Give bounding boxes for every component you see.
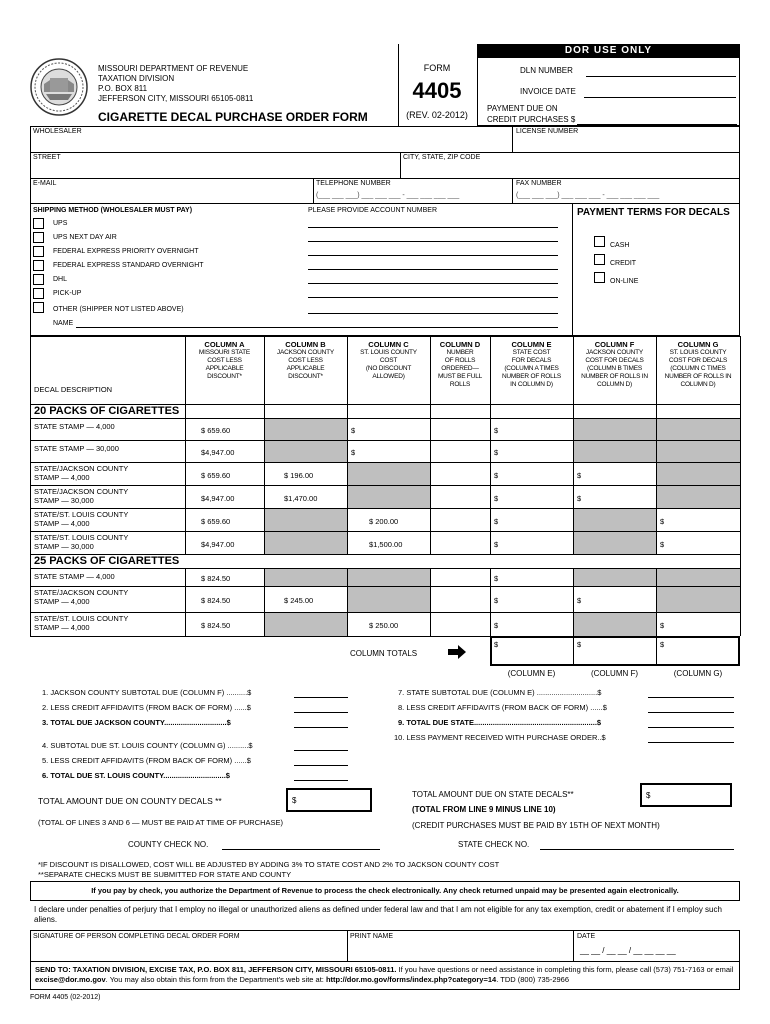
tdd-text: . TDD (800) 735-2966 [496,975,570,984]
wholesaler-label: WHOLESALER [33,128,82,135]
table-rule [573,568,574,636]
arrow-right-icon [448,645,466,664]
summary-line-10: 10. LESS PAYMENT RECEIVED WITH PURCHASE ORDER..$ [394,733,606,742]
disabled-cell [657,441,740,462]
table-rule [430,418,431,554]
column-c-value: $ 200.00 [369,517,399,526]
row-description-line: STAMP — 30,000 [34,542,94,551]
summary-line-9: 9. TOTAL DUE STATE...........................................................$ [398,718,602,727]
shipping-checkbox-pickup[interactable] [33,288,44,299]
column-desc: NUMBER OF ROLLS [501,373,562,380]
table-rule [490,568,491,636]
column-title: COLUMN E [511,340,552,349]
disabled-cell [265,613,347,636]
dln-number-label: DLN NUMBER [520,66,573,75]
column-a-value: $ 659.60 [201,471,231,480]
disabled-cell [574,613,656,636]
column-header [430,340,490,389]
column-desc: ORDERED— [441,365,479,372]
fax-input[interactable]: (___ ___ ___) ___ ___ ___ - ___ ___ ___ ___ [516,192,660,199]
shipping-option-label: FEDERAL EXPRESS STANDARD OVERNIGHT [53,262,204,269]
column-totals-label: COLUMN TOTALS [350,649,418,658]
payment-option-label: CASH [610,242,630,249]
table-rule [490,418,491,554]
summary-line-6: 6. TOTAL DUE ST. LOUIS COUNTY..............................$ [42,771,230,780]
invoice-date-label: INVOICE DATE [520,87,576,96]
column-total-input[interactable]: $ [494,640,499,649]
column-c-value[interactable]: $ [351,448,356,457]
email-label: E-MAIL [33,180,57,187]
column-e-input[interactable]: $ [494,494,499,503]
column-desc: (COLUMN A TIMES [504,365,559,372]
rolls-ordered-input[interactable] [432,420,492,440]
table-rule [30,336,31,636]
form-footer: FORM 4405 (02-2012) [30,994,101,1001]
column-a-value: $4,947.00 [201,494,235,503]
payment-checkbox-credit[interactable] [594,254,605,265]
column-e-input[interactable]: $ [494,540,499,549]
disabled-cell [574,441,656,462]
send-to-text-2: . You may also obtain this form from the Department's web site at: [105,975,326,984]
payment-terms-title: PAYMENT TERMS FOR DECALS [577,207,730,218]
column-desc: STATE COST [512,349,551,356]
row-description-line: STATE/JACKSON COUNTY [34,464,129,473]
form-title: CIGARETTE DECAL PURCHASE ORDER FORM [98,110,368,124]
column-b-value: $1,470.00 [284,494,318,503]
column-c-value: $1,500.00 [369,540,403,549]
row-description [34,533,184,551]
column-e-input[interactable]: $ [494,517,499,526]
fax-label: FAX NUMBER [516,180,562,187]
column-desc: COST FOR DECALS [585,357,644,364]
table-rule [264,336,265,418]
row-description-line: STAMP — 4,000 [34,473,90,482]
row-description [34,614,184,632]
rolls-ordered-input[interactable] [432,487,492,508]
column-desc: NUMBER OF ROLLS IN [581,373,648,380]
row-description-line: STAMP — 30,000 [34,496,94,505]
table-rule [264,418,265,554]
shipping-checkbox-fedex-priority[interactable] [33,246,44,257]
disabled-cell [574,509,656,531]
disabled-cell [265,532,347,554]
shipping-option-label: PICK-UP [53,290,82,297]
summary-line-7: 7. STATE SUBTOTAL DUE (COLUMN E) .............................$ [398,688,602,697]
table-rule [347,418,348,554]
rolls-ordered-input[interactable] [432,464,492,485]
print-name-input[interactable] [350,944,572,960]
table-rule [656,568,657,636]
disabled-cell [657,587,740,612]
column-desc: DISCOUNT* [207,373,242,380]
column-desc: DISCOUNT* [288,373,323,380]
state-total-sub: (TOTAL FROM LINE 9 MINUS LINE 10) [412,805,556,814]
table-rule [573,636,574,666]
column-e-input[interactable]: $ [494,426,499,435]
form-revision: (REV. 02-2012) [406,110,468,120]
telephone-input[interactable]: (___ ___ ___) ___ ___ ___ - ___ ___ ___ ___ [316,192,460,199]
column-header [347,340,430,381]
separate-checks-note: **SEPARATE CHECKS MUST BE SUBMITTED FOR STATE AND COUNTY [38,870,292,879]
table-rule [185,418,186,554]
column-desc: NUMBER OF ROLLS IN [664,373,732,380]
state-total-box[interactable]: $ [640,783,732,807]
shipping-option-label: OTHER (SHIPPER NOT LISTED ABOVE) [53,306,184,313]
column-desc: ST. LOUIS COUNTY [360,349,417,356]
summary-line-5: 5. LESS CREDIT AFFIDAVITS (FROM BACK OF FORM) ......$ [42,756,251,765]
dor-use-only-header: DOR USE ONLY [477,44,740,58]
row-description-line: STATE STAMP — 30,000 [34,444,119,453]
table-rule [656,636,657,666]
shipping-checkbox-fedex-standard[interactable] [33,260,44,271]
shipping-option-label: FEDERAL EXPRESS PRIORITY OVERNIGHT [53,248,199,255]
column-a-value: $ 824.50 [201,596,231,605]
date-label: DATE [577,933,596,940]
shipping-checkbox-ups[interactable] [33,218,44,229]
table-rule [740,336,741,636]
section-20-header: 20 PACKS OF CIGARETTES [34,405,180,417]
shipping-title: SHIPPING METHOD (WHOLESALER MUST PAY) [33,207,193,214]
rolls-ordered-input[interactable] [432,442,492,462]
shipping-option-label: UPS NEXT DAY AIR [53,234,117,241]
column-c-value[interactable]: $ [351,426,356,435]
license-number-label: LICENSE NUMBER [516,128,579,135]
column-e-input[interactable]: $ [494,574,499,583]
agency-block [98,64,253,104]
signature-input[interactable] [33,944,345,960]
summary-line-4: 4. SUBTOTAL DUE ST. LOUIS COUNTY (COLUMN G) ..........$ [42,741,253,750]
print-name-label: PRINT NAME [350,933,394,940]
column-desc: ST. LOUIS COUNTY [669,349,727,356]
city-state-zip-input[interactable] [403,163,740,177]
email-input[interactable] [33,189,312,203]
agency-line: TAXATION DIVISION [98,74,175,83]
table-rule [573,418,574,554]
column-e-input[interactable]: $ [494,471,499,480]
disabled-cell [574,569,656,586]
table-rule [656,418,657,554]
state-seal [30,58,88,116]
row-description-line: STAMP — 4,000 [34,623,90,632]
column-desc: ROLLS [449,381,471,388]
form-number: 4405 [412,78,462,103]
state-total-label: TOTAL AMOUNT DUE ON STATE DECALS** [412,790,574,799]
rolls-ordered-input[interactable] [432,533,492,554]
agency-line: JEFFERSON CITY, MISSOURI 65105-0811 [98,94,254,103]
column-title: COLUMN C [368,340,409,349]
row-description-line: STATE STAMP — 4,000 [34,422,115,431]
summary-line-3: 3. TOTAL DUE JACKSON COUNTY..............................$ [42,718,231,727]
disabled-cell [574,419,656,440]
disabled-cell [657,419,740,440]
disabled-cell [348,463,430,485]
column-header [185,340,264,381]
table-rule [264,568,265,636]
summary-line-2: 2. LESS CREDIT AFFIDAVITS (FROM BACK OF FORM) ......$ [42,703,251,712]
rolls-ordered-input[interactable] [432,570,492,586]
disabled-cell [348,587,430,612]
decal-description-header: DECAL DESCRIPTION [34,385,113,394]
shipping-checkbox-other[interactable] [33,302,44,313]
column-desc: COST LESS [207,357,242,364]
section-25-header: 25 PACKS OF CIGARETTES [34,555,180,567]
disabled-cell [657,486,740,508]
payment-option-label: ON-LINE [610,278,639,285]
column-desc: NUMBER [446,349,474,356]
column-g-input[interactable]: $ [660,621,665,630]
column-f-input[interactable]: $ [577,596,582,605]
column-title: COLUMN G [677,340,719,349]
column-e-input[interactable]: $ [494,448,499,457]
column-header [264,340,347,381]
column-a-value: $ 659.60 [201,426,231,435]
column-desc: MUST BE FULL [437,373,483,380]
column-f-input[interactable]: $ [577,494,582,503]
row-description-line: STATE/JACKSON COUNTY [34,487,129,496]
column-desc: COST [379,357,398,364]
column-title: COLUMN A [204,340,245,349]
disabled-cell [657,569,740,586]
county-total-label: TOTAL AMOUNT DUE ON COUNTY DECALS ** [38,796,222,806]
shipping-checkbox-dhl[interactable] [33,274,44,285]
table-rule [573,336,574,418]
payment-due-label: PAYMENT DUE ON [487,104,558,113]
send-to-text: If you have questions or need assistance in completing this form, please call (573) 751-7163 or email [396,965,734,974]
row-description [34,572,184,581]
send-to-address: SEND TO: TAXATION DIVISION, EXCISE TAX, P.O. BOX 811, JEFFERSON CITY, MISSOURI 65105-0811. [35,965,397,974]
column-a-value: $ 659.60 [201,517,231,526]
rolls-ordered-input[interactable] [432,588,492,612]
payment-due-label-2: CREDIT PURCHASES $ [487,115,576,124]
column-desc: COLUMN D) [596,381,633,388]
row-description-line: STAMP — 4,000 [34,519,90,528]
column-header [573,340,656,389]
agency-line: P.O. BOX 811 [98,84,148,93]
summary-line-8: 8. LESS CREDIT AFFIDAVITS (FROM BACK OF FORM) ......$ [398,703,607,712]
shipping-block [30,204,740,336]
column-title: COLUMN F [594,340,635,349]
row-description [34,510,184,528]
row-description [34,588,184,606]
discount-note: *IF DISCOUNT IS DISALLOWED, COST WILL BE ADJUSTED BY ADDING 3% TO STATE COST AND 2% TO JACKSON COUNTY COST [38,860,500,869]
signature-label: SIGNATURE OF PERSON COMPLETING DECAL ORDER FORM [33,933,240,940]
table-rule [185,568,186,636]
row-description-line: STAMP — 4,000 [34,597,90,606]
rolls-ordered-input[interactable] [432,614,492,636]
county-note: (TOTAL OF LINES 3 AND 6 — MUST BE PAID AT TIME OF PURCHASE) [38,818,284,827]
form-label: FORM [423,63,451,73]
disabled-cell [348,486,430,508]
table-rule [347,568,348,636]
column-e-input[interactable]: $ [494,596,499,605]
table-rule [430,568,431,636]
disabled-cell [265,419,347,440]
state-note: (CREDIT PURCHASES MUST BE PAID BY 15TH OF NEXT MONTH) [412,821,660,830]
column-a-value: $4,947.00 [201,448,235,457]
shipping-checkbox-ups-next-day[interactable] [33,232,44,243]
row-description [34,444,184,453]
row-description [34,487,184,505]
column-b-value: $ 245.00 [284,596,314,605]
declaration-text: I declare under penalties of perjury that I employ no illegal or unauthorized aliens as defined under federal law and that I am not eligible for any tax exemption, credit or abatement if I employ such aliens. [34,905,722,924]
column-desc: MISSOURI STATE [198,349,251,356]
row-description-line: STATE STAMP — 4,000 [34,572,115,581]
column-desc: APPLICABLE [286,365,325,372]
table-rule [30,336,740,337]
column-desc: COLUMN D) [680,381,716,388]
table-rule [185,404,186,418]
column-desc: (COLUMN C TIMES [670,365,726,372]
street-label: STREET [33,154,61,161]
column-desc: COST LESS [288,357,323,364]
column-c-value: $ 250.00 [369,621,399,630]
column-desc: APPLICABLE [205,365,244,372]
column-desc: (COLUMN B TIMES [586,365,643,372]
column-a-value: $ 824.50 [201,574,231,583]
name-label: NAME [53,320,74,327]
disabled-cell [657,463,740,485]
disabled-cell [574,532,656,554]
column-desc: ALLOWED) [372,373,405,380]
county-total-box[interactable]: $ [286,788,372,812]
column-title: COLUMN D [439,340,481,349]
row-description-line: STATE/ST. LOUIS COUNTY [34,614,129,623]
payment-checkbox-online[interactable] [594,272,605,283]
column-total-input[interactable]: $ [660,640,665,649]
column-total-input[interactable]: $ [577,640,582,649]
column-total-caption: (COLUMN F) [590,669,639,678]
column-a-value: $4,947.00 [201,540,235,549]
table-rule [656,336,657,418]
column-title: COLUMN B [285,340,326,349]
rolls-ordered-input[interactable] [432,510,492,531]
table-rule [490,336,491,418]
state-check-label: STATE CHECK NO. [458,840,530,849]
account-number-label: PLEASE PROVIDE ACCOUNT NUMBER [308,207,438,214]
row-description [34,464,184,482]
license-number-input[interactable] [516,137,740,151]
payment-option-label: CREDIT [610,260,637,267]
table-rule [347,336,348,418]
street-input[interactable] [33,163,397,177]
column-desc: COST FOR DECALS [668,357,728,364]
column-desc: (NO DISCOUNT [365,365,412,372]
column-g-input[interactable]: $ [660,540,665,549]
telephone-label: TELEPHONE NUMBER [316,180,391,187]
shipping-option-label: DHL [53,276,68,283]
column-e-input[interactable]: $ [494,621,499,630]
shipping-option-label: UPS [53,220,68,227]
column-total-caption: (COLUMN G) [673,669,723,678]
website-link[interactable]: http://dor.mo.gov/forms/index.php?category=14 [325,975,497,984]
disabled-cell [265,509,347,531]
wholesaler-input[interactable] [33,137,507,151]
row-description-line: STATE/ST. LOUIS COUNTY [34,533,129,542]
column-a-value: $ 824.50 [201,621,231,630]
column-desc: FOR DECALS [511,357,552,364]
city-state-zip-label: CITY, STATE, ZIP CODE [403,154,481,161]
date-input[interactable]: __ __ / __ __ / __ __ __ __ [580,946,676,955]
column-desc: JACKSON COUNTY [585,349,644,356]
agency-line: MISSOURI DEPARTMENT OF REVENUE [98,64,249,73]
disabled-cell [265,569,347,586]
column-b-value: $ 196.00 [284,471,314,480]
county-check-label: COUNTY CHECK NO. [128,840,209,849]
payment-checkbox-cash[interactable] [594,236,605,247]
disabled-cell [265,441,347,462]
table-rule [430,336,431,418]
row-description [34,422,184,431]
column-header [656,340,740,389]
disabled-cell [348,569,430,586]
row-description-line: STATE/ST. LOUIS COUNTY [34,510,129,519]
column-total-caption: (COLUMN E) [507,669,556,678]
column-desc: OF ROLLS [444,357,476,364]
column-totals-box [490,636,740,666]
email-link[interactable]: excise@dor.mo.gov [35,975,106,984]
check-authorization: If you pay by check, you authorize the Department of Revenue to process the check electronically. Any check returned unpaid may be presented again electronically. [30,881,740,901]
send-to-block [30,962,740,990]
summary-line-1: 1. JACKSON COUNTY SUBTOTAL DUE (COLUMN F) ..........$ [42,688,252,697]
column-f-input[interactable]: $ [577,471,582,480]
column-header [490,340,573,389]
column-g-input[interactable]: $ [660,517,665,526]
row-description-line: STATE/JACKSON COUNTY [34,588,129,597]
column-desc: IN COLUMN D) [510,381,553,388]
column-desc: JACKSON COUNTY [276,349,335,356]
